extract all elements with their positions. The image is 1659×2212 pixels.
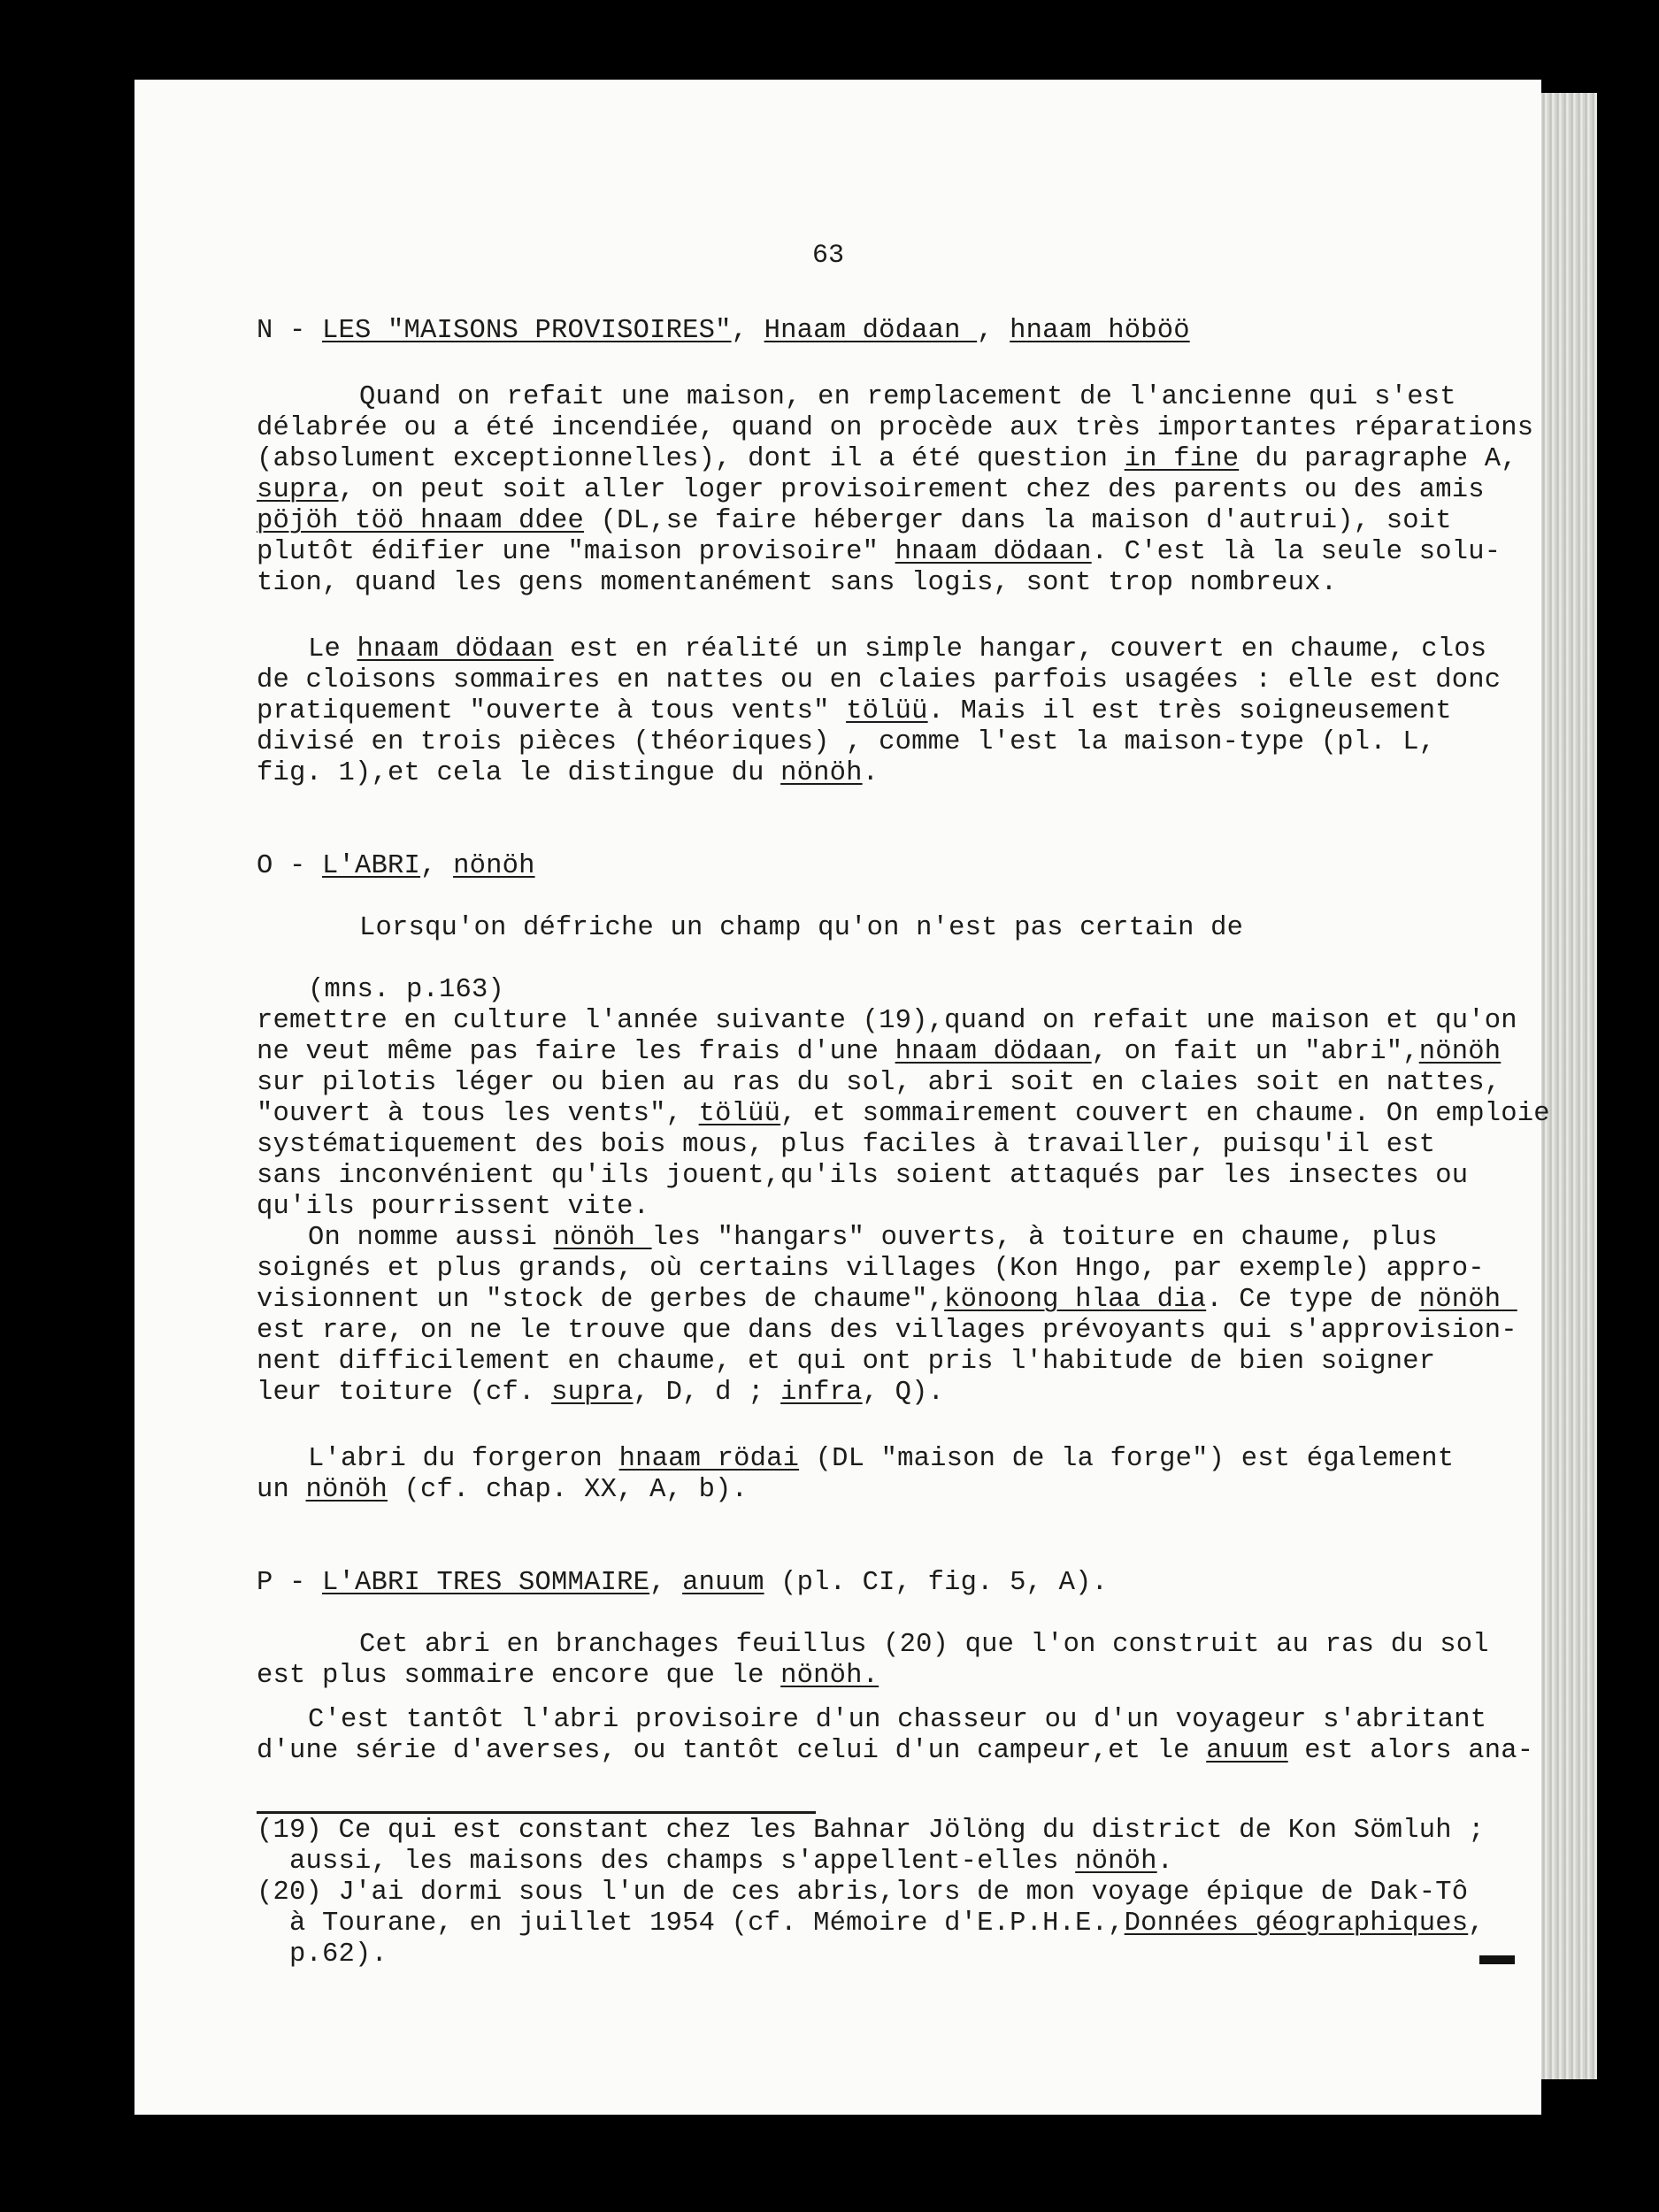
text-line — [359, 913, 1243, 944]
text-run: , — [977, 316, 1010, 346]
underlined-term: anuum — [682, 1568, 764, 1598]
text-line — [257, 758, 879, 789]
text-run: , — [420, 851, 454, 881]
text-run: nent difficilement en chaume, et qui ont pris l'habitude de bien soigner — [257, 1347, 1436, 1377]
text-line — [257, 1037, 1501, 1068]
text-line — [257, 537, 1501, 568]
underlined-term: hnaam höböö — [1010, 316, 1190, 346]
underlined-term: tölüü — [698, 1099, 781, 1129]
underlined-term: hnaam dödaan — [895, 537, 1092, 567]
text-run: sur pilotis léger ou bien au ras du sol, abri soit en claies soit en nattes, — [257, 1068, 1502, 1098]
text-run: est rare, on ne le trouve que dans des villages prévoyants qui s'approvision- — [257, 1316, 1517, 1346]
underlined-term: nönöh — [780, 758, 863, 788]
underlined-term: supra — [551, 1378, 634, 1408]
text-run: , et sommairement couvert en chaume. On emploie — [780, 1099, 1550, 1129]
text-line — [359, 382, 1456, 413]
text-run: C'est tantôt l'abri provisoire d'un chasseur ou d'un voyageur s'abritant — [308, 1705, 1487, 1735]
text-run: . — [1156, 1847, 1174, 1877]
text-run: Quand on refait une maison, en remplacement de l'ancienne qui s'est — [359, 382, 1456, 412]
text-run: P - — [257, 1568, 323, 1598]
underlined-term: infra — [780, 1378, 863, 1408]
underlined-term: nönöh — [1418, 1285, 1517, 1315]
text-run: (mns. p.163) — [308, 975, 505, 1005]
text-run: , D, d ; — [633, 1378, 781, 1408]
text-run: est plus sommaire encore que le — [257, 1661, 781, 1691]
text-line — [257, 1878, 1468, 1909]
page-edges — [1541, 93, 1597, 2079]
text-run: sans inconvénient qu'ils jouent,qu'ils soient attaqués par les insectes ou — [257, 1161, 1469, 1191]
text-run: , on peut soit aller loger provisoirement chez des parents ou des amis — [338, 475, 1485, 505]
text-run: Lorsqu'on défriche un champ qu'on n'est pas certain de — [359, 913, 1244, 943]
text-line — [257, 1816, 1485, 1847]
text-run: , — [649, 1568, 683, 1598]
text-line — [257, 444, 1517, 475]
text-run: (cf. chap. XX, A, b). — [388, 1475, 749, 1505]
text-run: (pl. CI, fig. 5, A). — [764, 1568, 1109, 1598]
text-line — [257, 696, 1452, 727]
underlined-term: pöjöh töö hnaam ddee — [257, 506, 585, 536]
text-line — [308, 975, 504, 1006]
text-run: d'une série d'averses, ou tantôt celui d'un campeur,et le — [257, 1736, 1207, 1766]
text-run: . C'est là la seule solu- — [1091, 537, 1502, 567]
text-run: du paragraphe A, — [1239, 444, 1517, 474]
text-line — [257, 1378, 944, 1409]
text-line — [257, 316, 1190, 347]
text-line — [308, 1444, 1454, 1475]
text-run: . Mais il est très soigneusement — [927, 696, 1452, 726]
text-run: , Q). — [862, 1378, 945, 1408]
text-line — [257, 1285, 1517, 1316]
text-run: les "hangars" ouverts, à toiture en chaume, plus — [651, 1223, 1438, 1253]
text-run: à Tourane, en juillet 1954 (cf. Mémoire d'E.P.H.E., — [257, 1909, 1125, 1939]
text-run: qu'ils pourrissent vite. — [257, 1192, 650, 1222]
text-run: un — [257, 1475, 306, 1505]
text-run: pratiquement "ouverte à tous vents" — [257, 696, 847, 726]
underlined-term: nönöh — [553, 1223, 652, 1253]
text-run: ne veut même pas faire les frais d'une — [257, 1037, 895, 1067]
text-run: est en réalité un simple hangar, couvert en chaume, clos — [553, 634, 1487, 664]
text-run: systématiquement des bois mous, plus faciles à travailler, puisqu'il est — [257, 1130, 1436, 1160]
text-line — [257, 665, 1501, 696]
text-run: soignés et plus grands, où certains villages (Kon Hngo, par exemple) appro- — [257, 1254, 1485, 1284]
text-line — [257, 1316, 1517, 1347]
text-run: O - — [257, 851, 323, 881]
text-run: est alors ana- — [1287, 1736, 1534, 1766]
underlined-term: Hnaam dödaan — [764, 316, 978, 346]
text-line — [257, 475, 1485, 506]
underlined-term: nönöh — [1418, 1037, 1502, 1067]
text-line — [359, 1630, 1489, 1661]
underlined-term: anuum — [1206, 1736, 1288, 1766]
text-run: p.62). — [257, 1939, 388, 1970]
underlined-term: L'ABRI — [322, 851, 421, 881]
underlined-term: nönöh. — [780, 1661, 879, 1691]
text-line — [257, 727, 1435, 758]
text-run: On nomme aussi — [308, 1223, 554, 1253]
text-run: (20) J'ai dormi sous l'un de ces abris,lors de mon voyage épique de Dak-Tô — [257, 1878, 1469, 1908]
text-line — [257, 1939, 388, 1970]
text-line — [308, 1223, 1438, 1254]
text-run: , — [731, 316, 764, 346]
text-line — [257, 1347, 1435, 1378]
underlined-term: L'ABRI TRES SOMMAIRE — [322, 1568, 650, 1598]
text-run: de cloisons sommaires en nattes ou en claies parfois usagées : elle est donc — [257, 665, 1502, 695]
page-number: 63 — [812, 241, 845, 271]
page-tab-mark — [1479, 1955, 1515, 1964]
text-run: (absolument exceptionnelles), dont il a été question — [257, 444, 1125, 474]
text-line — [257, 1909, 1485, 1939]
underlined-term: hnaam rödai — [618, 1444, 800, 1474]
underlined-term: nönöh — [305, 1475, 388, 1505]
text-line — [308, 1705, 1486, 1736]
text-line — [257, 1006, 1517, 1037]
underlined-term: hnaam dödaan — [357, 634, 554, 664]
underlined-term: nönöh — [453, 851, 535, 881]
text-run: . Ce type de — [1206, 1285, 1419, 1315]
underlined-term: LES "MAISONS PROVISOIRES" — [322, 316, 732, 346]
text-line — [257, 1254, 1485, 1285]
text-line — [257, 1475, 748, 1506]
text-line — [257, 1192, 649, 1223]
underlined-term: Données géographiques — [1124, 1909, 1469, 1939]
text-line — [257, 1847, 1173, 1878]
text-run: délabrée ou a été incendiée, quand on procède aux très importantes réparations — [257, 413, 1534, 443]
text-line — [257, 1161, 1468, 1192]
text-run: L'abri du forgeron — [308, 1444, 619, 1474]
text-run: Cet abri en branchages feuillus (20) que l'on construit au ras du sol — [359, 1630, 1489, 1660]
text-run: aussi, les maisons des champs s'appellent-elles — [257, 1847, 1076, 1877]
underlined-term: in fine — [1124, 444, 1240, 474]
underlined-term: könoong hlaa dia — [944, 1285, 1207, 1315]
text-run: remettre en culture l'année suivante (19),quand on refait une maison et qu'on — [257, 1006, 1517, 1036]
text-line — [257, 413, 1533, 444]
text-line — [257, 1130, 1435, 1161]
text-run: Le — [308, 634, 357, 664]
text-line — [308, 634, 1486, 665]
text-run: leur toiture (cf. — [257, 1378, 552, 1408]
text-run: divisé en trois pièces (théoriques) , comme l'est la maison-type (pl. L, — [257, 727, 1436, 757]
text-line — [257, 1068, 1501, 1099]
text-run: (DL "maison de la forge") est également — [799, 1444, 1455, 1474]
text-run: . — [862, 758, 879, 788]
text-run: visionnent un "stock de gerbes de chaume", — [257, 1285, 945, 1315]
text-run: plutôt édifier une "maison provisoire" — [257, 537, 895, 567]
underlined-term: supra — [257, 475, 339, 505]
text-run: "ouvert à tous les vents", — [257, 1099, 699, 1129]
text-run: N - — [257, 316, 323, 346]
text-line — [257, 568, 1337, 599]
text-run: (DL,se faire héberger dans la maison d'autrui), soit — [584, 506, 1452, 536]
text-line — [257, 1661, 879, 1692]
text-run: , on fait un "abri", — [1091, 1037, 1419, 1067]
text-line — [257, 506, 1452, 537]
text-run: fig. 1),et cela le distingue du — [257, 758, 781, 788]
underlined-term: hnaam dödaan — [895, 1037, 1092, 1067]
underlined-term: nönöh — [1075, 1847, 1157, 1877]
text-line — [257, 1736, 1533, 1767]
text-line — [257, 1099, 1550, 1130]
text-run: , — [1468, 1909, 1485, 1939]
text-run: tion, quand les gens momentanément sans logis, sont trop nombreux. — [257, 568, 1338, 598]
text-line — [257, 851, 535, 882]
footnote-separator — [257, 1811, 816, 1814]
text-line — [257, 1568, 1108, 1599]
underlined-term: tölüü — [846, 696, 928, 726]
text-run: (19) Ce qui est constant chez les Bahnar Jölöng du district de Kon Sömluh ; — [257, 1816, 1485, 1846]
